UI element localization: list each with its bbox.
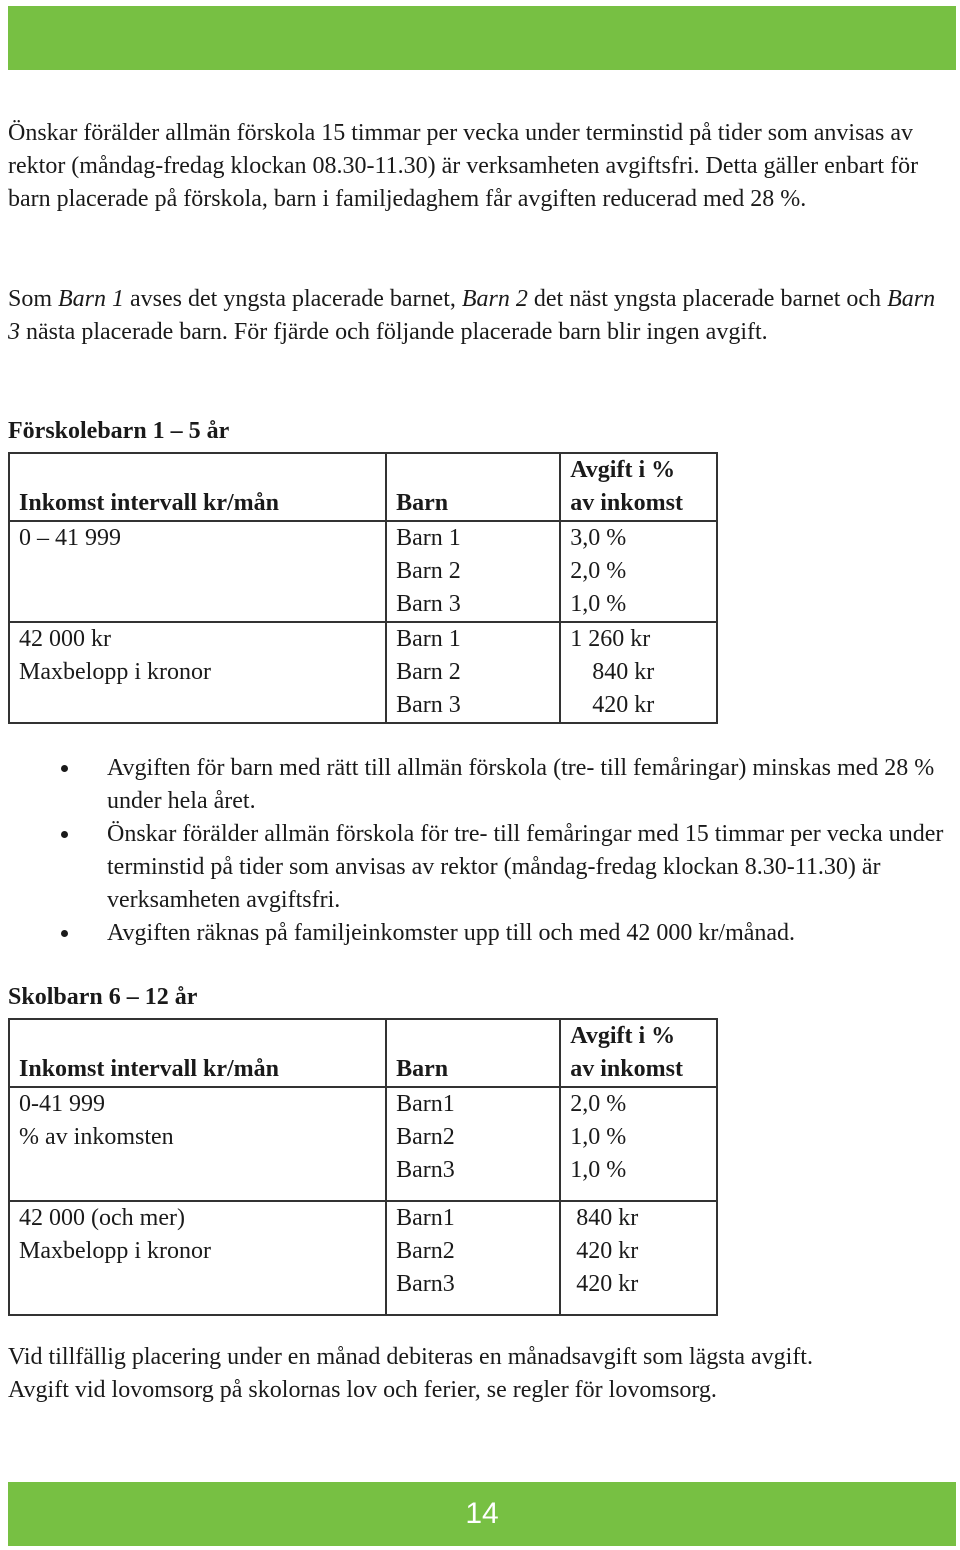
holiday-care-note: Avgift vid lovomsorg på skolornas lov och ferier, se regler för lovomsorg. xyxy=(8,1377,717,1403)
bottom-green-band xyxy=(8,1482,956,1546)
table-row: 42 000 kr Maxbelopp i kronor Barn 1 Barn 2 Barn 3 1 260 kr 840 kr 420 kr xyxy=(9,622,717,723)
list-item: Avgiften för barn med rätt till allmän förskola (tre- till femåringar) minskas med 28 % under hela året. xyxy=(0,752,950,818)
income-note: % av inkomsten xyxy=(19,1124,174,1150)
list-item: Avgiften räknas på familjeinkomster upp till och med 42 000 kr/månad. xyxy=(0,917,950,950)
income-column-header: Inkomst intervall kr/mån xyxy=(19,490,280,516)
income-interval: 0 – 41 999 xyxy=(19,525,121,551)
list-item: Önskar förälder allmän förskola för tre- till femåringar med 15 timmar per vecka under terminstid på tider som anvisas av rektor (måndag-fredag klockan 8.30-11.30) är verksamheten avgiftsfri. xyxy=(0,818,950,917)
table-row: 42 000 (och mer) Maxbelopp i kronor Barn1 Barn2 Barn3 840 kr 420 kr 420 kr xyxy=(9,1201,717,1315)
barn-2-term: Barn 2 xyxy=(461,286,528,312)
table-row: 0 – 41 999 Barn 1 Barn 2 Barn 3 3,0 % 2,0 % 1,0 % xyxy=(9,521,717,622)
table-row: 0-41 999 % av inkomsten Barn1 Barn2 Barn3 2,0 % 1,0 % 1,0 % xyxy=(9,1087,717,1201)
top-green-band xyxy=(8,6,956,70)
income-interval: 42 000 kr xyxy=(19,626,111,652)
fee-column-header-line-2: av inkomst xyxy=(570,490,683,516)
fee-column-header-line-1: Avgift i % xyxy=(570,457,676,483)
fee-column-header-line-2: av inkomst xyxy=(570,1056,683,1082)
temporary-placement-note: Vid tillfällig placering under en månad debiteras en månadsavgift som lägsta avgift. xyxy=(8,1344,813,1370)
income-column-header: Inkomst intervall kr/mån xyxy=(19,1056,280,1082)
child-column-header: Barn xyxy=(396,490,449,516)
barn-1-term: Barn 1 xyxy=(58,286,125,312)
child-column-header: Barn xyxy=(396,1056,449,1082)
table-header-row xyxy=(9,1019,717,1087)
bullet-icon xyxy=(61,831,68,838)
page-number: 14 xyxy=(465,1497,499,1530)
preschool-heading: Förskolebarn 1 – 5 år xyxy=(8,418,230,444)
bullet-icon xyxy=(61,765,68,772)
school-fee-table xyxy=(8,1018,718,1316)
income-note: Maxbelopp i kronor xyxy=(19,1238,211,1264)
income-interval: 0-41 999 xyxy=(19,1091,105,1117)
income-note: Maxbelopp i kronor xyxy=(19,659,211,685)
school-heading: Skolbarn 6 – 12 år xyxy=(8,984,198,1010)
barn-3-term: Barn 3 xyxy=(8,286,936,345)
preschool-fee-table xyxy=(8,452,718,724)
fee-column-header-line-1: Avgift i % xyxy=(570,1023,676,1049)
bullet-icon xyxy=(61,930,68,937)
fee-notes-list xyxy=(0,752,950,950)
intro-paragraph-1: Önskar förälder allmän förskola 15 timmar per vecka under terminstid på tider som anvisas av rektor (måndag-fredag klockan 08.30-11.30) är verksamheten avgiftsfri. Detta gäller enbart för barn placerade på förskola, barn i familjedaghem får avgiften reducerad med 28 %. xyxy=(8,120,919,212)
income-interval: 42 000 (och mer) xyxy=(19,1205,185,1231)
table-header-row xyxy=(9,453,717,521)
intro-paragraph-2: Som Barn 1 avses det yngsta placerade barnet, Barn 2 det näst yngsta placerade barnet och Barn 3 nästa placerade barn. För fjärde och följande placerade barn blir ingen avgift. xyxy=(8,286,936,345)
